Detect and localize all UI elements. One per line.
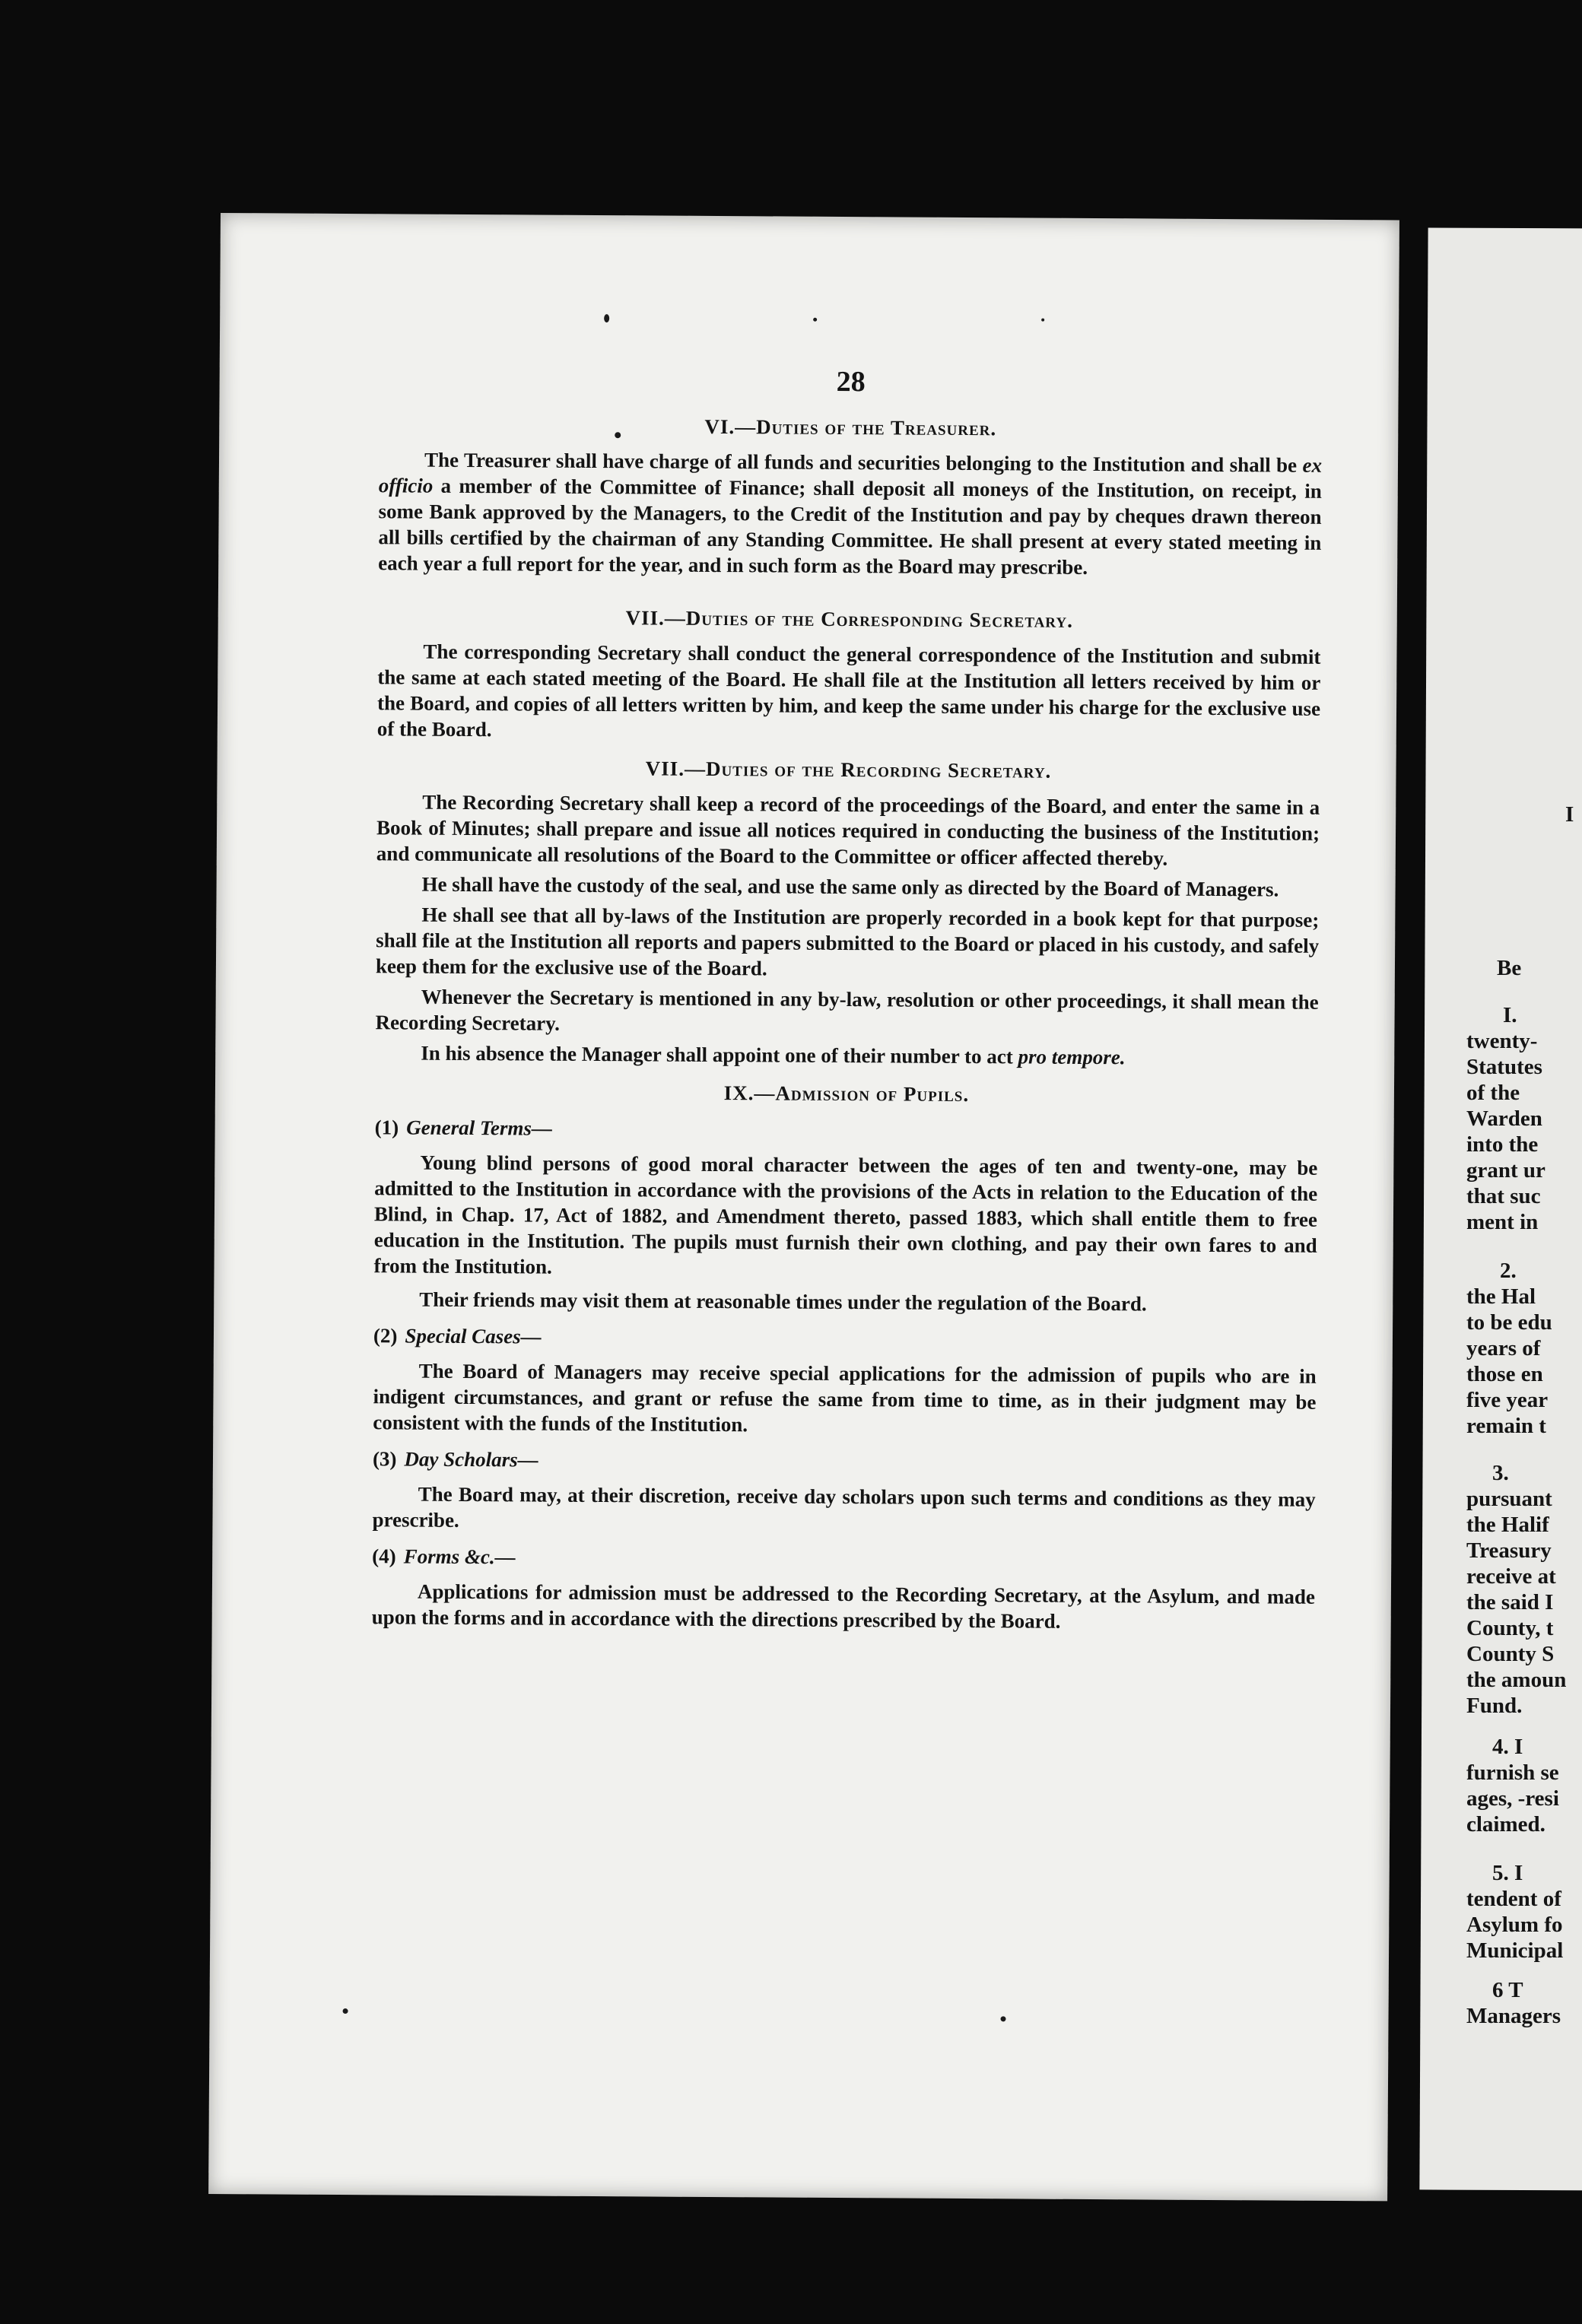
general-terms-paragraph-1: Young blind persons of good moral character between the ages of ten and twenty-one, may be admitted to the Institution in accordance with the provisions of the Acts in relation to the Education of the Blind, in Chap. 17, Act of 1882, and Amendment thereto, passed 1883, which shall entitle them to free education in the Institution. The pupils must furnish their own clothing, and pay their own fares to and from the Institution. bbox=[373, 1151, 1318, 1278]
subsection-title: Special Cases— bbox=[405, 1324, 542, 1348]
day-scholars-paragraph: The Board may, at their discretion, receive day scholars upon such terms and conditions as they may prescribe. bbox=[372, 1482, 1316, 1532]
page-content bbox=[372, 366, 1323, 1643]
adjacent-fragment: Asylum fo bbox=[1466, 1913, 1563, 1937]
adjacent-fragment: Treasury bbox=[1466, 1538, 1552, 1563]
section-heading-treasurer: VI.—Duties of the Treasurer. bbox=[704, 414, 997, 440]
adjacent-fragment: five year bbox=[1466, 1388, 1549, 1412]
adjacent-fragment: pursuant bbox=[1466, 1487, 1552, 1511]
adjacent-fragment: those en bbox=[1466, 1362, 1543, 1386]
subsection-title: General Terms— bbox=[406, 1116, 552, 1140]
adjacent-fragment: furnish se bbox=[1466, 1760, 1559, 1785]
subsection-number: (3) bbox=[372, 1447, 397, 1471]
adjacent-fragment: 5. I bbox=[1492, 1861, 1523, 1885]
corresponding-paragraph: The corresponding Secretary shall conduct the general correspondence of the Institution and submit the same at each stated meeting of the Board. He shall file at the Institution all letters received by him or the Board, and copies of all letters written by him, and keep the same under his charge for the exclusive use of the Board. bbox=[376, 640, 1321, 741]
section-heading-admission: IX.—Admission of Pupils. bbox=[723, 1081, 970, 1106]
adjacent-fragment: Fund. bbox=[1466, 1694, 1523, 1718]
adjacent-fragment: the amoun bbox=[1466, 1668, 1567, 1692]
subsection-number: (2) bbox=[373, 1324, 398, 1348]
subsection-title: Day Scholars— bbox=[404, 1447, 538, 1472]
document-page bbox=[208, 213, 1399, 2201]
adjacent-fragment: into the bbox=[1466, 1132, 1539, 1157]
section-heading-recording: VII.—Duties of the Recording Secretary. bbox=[645, 757, 1052, 783]
adjacent-fragment: Municipal bbox=[1466, 1938, 1564, 1963]
recording-paragraph-5 bbox=[375, 1040, 1318, 1072]
adjacent-fragment: I bbox=[1565, 802, 1574, 827]
adjacent-fragment: County, t bbox=[1466, 1616, 1554, 1640]
adjacent-fragment: Warden bbox=[1466, 1106, 1542, 1131]
adjacent-fragment: that suc bbox=[1466, 1184, 1541, 1208]
ink-speck bbox=[343, 2008, 348, 2014]
ink-speck bbox=[604, 314, 609, 322]
adjacent-fragment: grant ur bbox=[1466, 1158, 1545, 1183]
adjacent-fragment: tendent of bbox=[1466, 1887, 1561, 1911]
text-run-italic: ex officio bbox=[378, 453, 1323, 497]
adjacent-fragment: the Halif bbox=[1466, 1513, 1549, 1537]
adjacent-fragment: to be edu bbox=[1466, 1310, 1552, 1335]
page-number: 28 bbox=[836, 365, 866, 398]
ink-speck bbox=[1000, 2016, 1005, 2021]
ink-speck bbox=[1041, 319, 1044, 322]
adjacent-fragment: Managers bbox=[1466, 2004, 1561, 2028]
text-run: The Treasurer shall have charge of all funds and securities belonging to the Institution and shall be bbox=[424, 448, 1298, 477]
adjacent-fragment: ment in bbox=[1466, 1210, 1539, 1234]
adjacent-fragment: years of bbox=[1466, 1336, 1541, 1360]
text-run: In his absence the Manager shall appoint one of their number to act bbox=[421, 1041, 1013, 1068]
recording-paragraph-2: He shall have the custody of the seal, and use the same only as directed by the Board of Managers. bbox=[421, 872, 1279, 901]
subsection-day-scholars bbox=[373, 1446, 1316, 1478]
adjacent-fragment: Statutes bbox=[1466, 1055, 1542, 1079]
subsection-number: (1) bbox=[374, 1116, 399, 1139]
adjacent-fragment: County S bbox=[1466, 1642, 1555, 1666]
adjacent-fragment: receive at bbox=[1466, 1564, 1556, 1589]
forms-paragraph: Applications for admission must be addressed to the Recording Secretary, at the Asylum, and made upon the forms and in accordance with the directions prescribed by the Board. bbox=[371, 1579, 1316, 1633]
recording-paragraph-4: Whenever the Secretary is mentioned in any by-law, resolution or other proceedings, it shall mean the Recording Secretary. bbox=[375, 985, 1319, 1035]
special-cases-paragraph: The Board of Managers may receive special applications for the admission of pupils who are in indigent circumstances, and grant or refuse the same from time to time, as in their judgment may be consistent with the funds of the Institution. bbox=[373, 1359, 1317, 1437]
section-heading-corresponding: VII.—Duties of the Corresponding Secretary. bbox=[625, 606, 1073, 632]
adjacent-fragment: claimed. bbox=[1466, 1812, 1545, 1837]
recording-paragraph-3: He shall see that all by-laws of the Institution are properly recorded in a book kept for that purpose; shall file at the Institution all reports and papers submitted to the Board or placed in his custody, and safely keep them for the exclusive use of the Board. bbox=[375, 903, 1320, 980]
adjacent-fragment: remain t bbox=[1466, 1414, 1546, 1438]
adjacent-fragment: the said I bbox=[1466, 1590, 1554, 1614]
adjacent-fragment: of the bbox=[1466, 1081, 1520, 1105]
adjacent-fragment: the Hal bbox=[1466, 1284, 1536, 1309]
recording-paragraph-1: The Recording Secretary shall keep a record of the proceedings of the Board, and enter the same in a Book of Minutes; shall prepare and issue all notices required in conducting the business of the Institution; and communicate all resolutions of the Board to the Committee or officer affected thereby. bbox=[376, 790, 1320, 870]
general-terms-paragraph-2: Their friends may visit them at reasonable times under the regulation of the Board. bbox=[419, 1287, 1147, 1316]
subsection-number: (4) bbox=[372, 1545, 396, 1568]
adjacent-fragment: Be bbox=[1497, 956, 1522, 980]
subsection-forms bbox=[372, 1543, 1315, 1575]
adjacent-fragment: I. bbox=[1503, 1003, 1517, 1027]
adjacent-fragment: 6 T bbox=[1492, 1978, 1523, 2002]
ink-speck bbox=[813, 318, 817, 322]
adjacent-fragment: 3. bbox=[1492, 1461, 1509, 1485]
treasurer-paragraph bbox=[378, 446, 1322, 582]
subsection-general-terms bbox=[375, 1114, 1318, 1146]
adjacent-fragment: 2. bbox=[1500, 1259, 1517, 1283]
text-run-italic: pro tempore. bbox=[1018, 1045, 1126, 1069]
adjacent-fragment: twenty- bbox=[1466, 1029, 1538, 1053]
adjacent-fragment: 4. I bbox=[1492, 1735, 1523, 1759]
subsection-special-cases bbox=[373, 1322, 1317, 1354]
text-run: a member of the Committee of Finance; shall deposit all moneys of the Institution, on receipt, in some Bank approved by the Managers, to the Credit of the Institution and pay by cheques drawn thereon all bills certified by the chairman of any Standing Committee. He shall present at every stated meeting in each year a full report for the year, and in such form as the Board may prescribe. bbox=[378, 474, 1322, 579]
subsection-title: Forms &c.— bbox=[403, 1545, 516, 1569]
adjacent-fragment: ages, -resi bbox=[1466, 1786, 1559, 1811]
